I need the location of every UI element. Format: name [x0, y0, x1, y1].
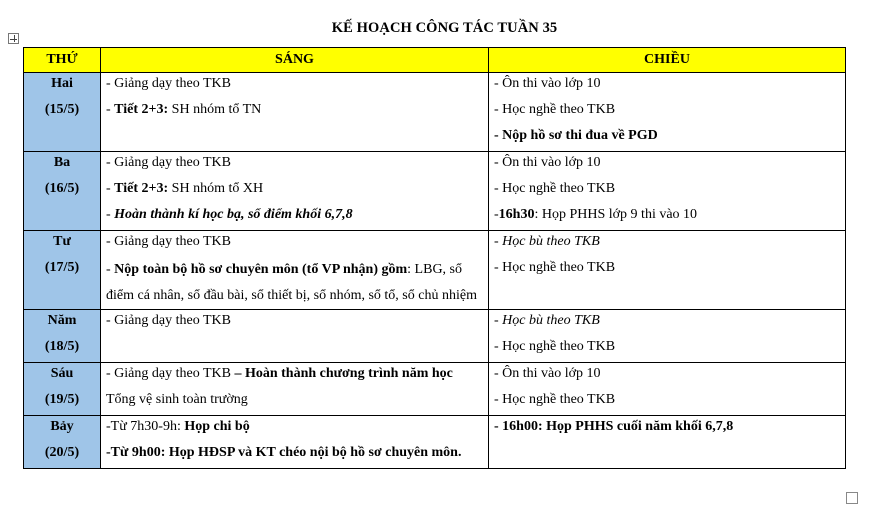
day-date: (17/5): [44, 260, 80, 275]
schedule-line: [494, 416, 840, 442]
morning-cell: [101, 152, 489, 231]
line-bold-text: Họp chi bộ: [184, 419, 250, 434]
line-text: SH nhóm tổ XH: [168, 181, 264, 196]
schedule-line: [106, 73, 483, 99]
line-prefix: -: [106, 207, 115, 222]
line-prefix: -Từ 7h30-9h:: [106, 419, 185, 434]
morning-cell: [101, 363, 489, 416]
line-bold-text: Họp HĐSP và KT chéo nội bộ hồ sơ chuyên môn.: [168, 445, 462, 460]
line-bold-text: -Từ 9h00:: [106, 445, 169, 460]
schedule-line: [106, 416, 483, 442]
day-name: Năm: [47, 313, 77, 328]
afternoon-cell: [489, 416, 846, 469]
line-bold-text: Nộp toàn bộ hồ sơ chuyên môn (tổ VP nhận) gồm: [114, 262, 408, 277]
day-name: Hai: [51, 76, 73, 91]
line-text: - Ôn thi vào lớp 10: [494, 155, 601, 170]
afternoon-cell: [489, 73, 846, 152]
day-cell: [24, 416, 101, 469]
day-cell: [24, 73, 101, 152]
table-row: [24, 310, 846, 363]
afternoon-cell: [489, 152, 846, 231]
line-prefix: -: [106, 262, 115, 277]
line-bold-text: Tiết 2+3:: [114, 181, 169, 196]
schedule-line: [106, 204, 483, 230]
day-name: Sáu: [50, 366, 74, 381]
line-text: - Học nghề theo TKB: [494, 392, 616, 407]
schedule-line: [106, 257, 483, 309]
line-bold-text: Tiết 2+3:: [114, 102, 169, 117]
header-morning: SÁNG: [101, 48, 489, 73]
weekly-schedule-table: [23, 47, 846, 469]
schedule-line: [106, 389, 483, 415]
line-text: : LBG, sổ điểm cá nhân, sổ đầu bài, sổ thiết bị, sổ nhóm, sổ tổ, sổ chủ nhiệm: [106, 262, 477, 303]
morning-cell: [101, 231, 489, 310]
line-prefix: -: [106, 181, 115, 196]
header-day: THỨ: [24, 48, 101, 73]
schedule-line: [494, 99, 840, 125]
schedule-line: [494, 152, 840, 178]
afternoon-cell: [489, 231, 846, 310]
schedule-line: [106, 442, 483, 468]
day-cell: [24, 152, 101, 231]
line-prefix: -: [494, 207, 499, 222]
table-row: [24, 73, 846, 152]
schedule-line: [494, 257, 840, 283]
schedule-line: [106, 178, 483, 204]
schedule-line: [106, 99, 483, 125]
line-text: SH nhóm tổ TN: [168, 102, 262, 117]
line-italic-text: - Học bù theo TKB: [494, 234, 600, 249]
line-bold-italic-text: Hoàn thành kí học bạ, sổ điểm khối 6,7,8: [114, 207, 353, 222]
schedule-line: [494, 389, 840, 415]
day-date: (19/5): [44, 392, 80, 407]
table-row: [24, 363, 846, 416]
line-prefix: -: [106, 102, 115, 117]
schedule-line: [106, 152, 483, 178]
afternoon-cell: [489, 310, 846, 363]
line-bold-text: - Nộp hồ sơ thi đua về PGD: [494, 128, 658, 143]
schedule-line: [494, 310, 840, 336]
day-cell: [24, 310, 101, 363]
line-text: - Giảng dạy theo TKB: [106, 76, 231, 91]
day-name: Ba: [53, 155, 71, 170]
table-row: [24, 231, 846, 310]
day-date: (18/5): [44, 339, 80, 354]
table-move-handle-icon[interactable]: [8, 33, 19, 44]
line-text: - Giảng dạy theo TKB: [106, 155, 231, 170]
line-bold-text: 16h30: [498, 207, 535, 222]
line-bold-text: – Hoàn thành chương trình năm học: [234, 366, 453, 381]
morning-cell: [101, 416, 489, 469]
schedule-line: [494, 204, 840, 230]
line-text: - Giảng dạy theo TKB: [106, 366, 235, 381]
line-bold-text: - 16h00: Họp PHHS cuối năm khối 6,7,8: [494, 419, 734, 434]
day-date: (20/5): [44, 445, 80, 460]
day-date: (16/5): [44, 181, 80, 196]
line-text: - Học nghề theo TKB: [494, 339, 616, 354]
table-row: [24, 416, 846, 469]
line-text: - Ôn thi vào lớp 10: [494, 366, 601, 381]
line-text: : Họp PHHS lớp 9 thi vào 10: [534, 207, 698, 222]
line-text: - Giảng dạy theo TKB: [106, 313, 231, 328]
line-text: - Học nghề theo TKB: [494, 102, 616, 117]
line-italic-text: - Học bù theo TKB: [494, 313, 600, 328]
schedule-line: [106, 310, 483, 336]
morning-cell: [101, 310, 489, 363]
day-cell: [24, 231, 101, 310]
schedule-line: [106, 363, 483, 389]
schedule-line: [494, 125, 840, 151]
line-text: - Ôn thi vào lớp 10: [494, 76, 601, 91]
schedule-line: [494, 336, 840, 362]
schedule-line: [494, 178, 840, 204]
line-text: - Học nghề theo TKB: [494, 260, 616, 275]
table-row: [24, 152, 846, 231]
morning-cell: [101, 73, 489, 152]
line-text: - Học nghề theo TKB: [494, 181, 616, 196]
header-afternoon: CHIỀU: [489, 48, 846, 73]
day-name: Tư: [53, 234, 71, 249]
day-date: (15/5): [44, 102, 80, 117]
table-resize-handle-icon[interactable]: [846, 492, 858, 504]
afternoon-cell: [489, 363, 846, 416]
schedule-line: [494, 363, 840, 389]
schedule-line: [494, 231, 840, 257]
document-title: KẾ HOẠCH CÔNG TÁC TUẦN 35: [331, 20, 558, 36]
header-row: [24, 48, 846, 73]
line-text: Tổng vệ sinh toàn trường: [106, 392, 248, 407]
day-cell: [24, 363, 101, 416]
day-name: Bảy: [50, 419, 74, 434]
line-text: - Giảng dạy theo TKB: [106, 234, 231, 249]
schedule-line: [106, 231, 483, 257]
schedule-line: [494, 73, 840, 99]
